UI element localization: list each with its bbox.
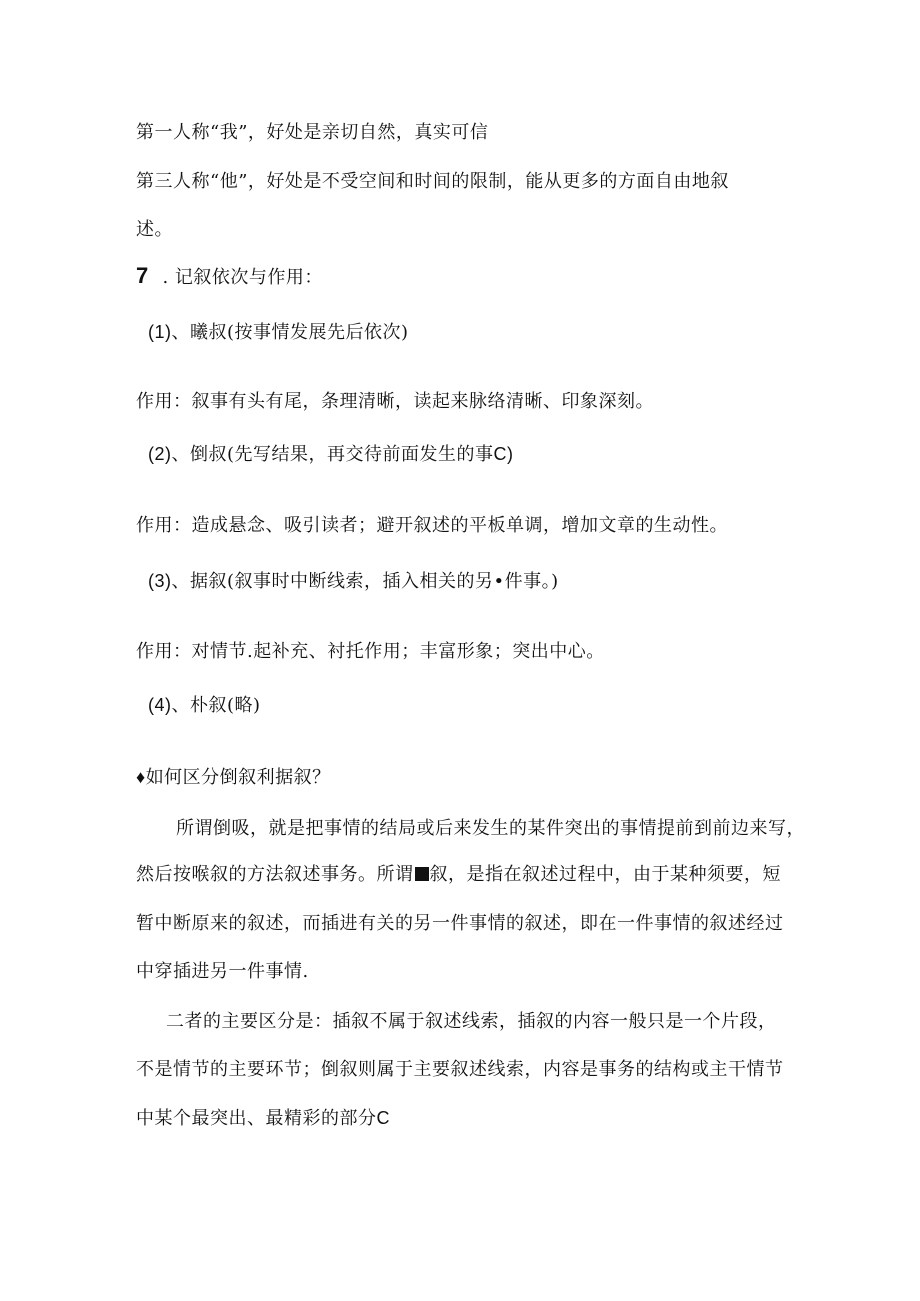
item-2: [148, 442, 514, 467]
first-person-line: 第一人称“我”，好处是亲切自然，真实可信: [136, 122, 489, 143]
item-3: [148, 569, 559, 594]
item-text: 朴叙(略): [190, 695, 261, 716]
item-label: (2)、: [148, 444, 190, 464]
para2-line2: 不是情节的主要环节；倒叙则属于主要叙述线索，内容是事务的结构或主干情节: [136, 1059, 784, 1080]
item-text: 据叙(叙事时中断线索，插入相关的另•件事。): [190, 571, 559, 592]
item-1-effect: 作用：叙事有头有尾，条理清晰，读起来脉络清晰、印象深刻。: [136, 391, 654, 412]
question-line: [136, 765, 331, 790]
section-7-heading: [136, 264, 323, 290]
para1-line2-b: 叙，是指在叙述过程中，由于某种须要，短: [429, 864, 781, 885]
item-label: (3)、: [148, 571, 190, 591]
section-number: 7: [136, 263, 149, 288]
question-text: 如何区分倒叙利据叙？: [145, 767, 331, 788]
item-text: 曦叔(按事情发展先后依次): [190, 322, 409, 343]
item-text: 倒叔(先写结果，再交待前面发生的事: [190, 444, 494, 465]
para2-line3-a: 中某个最突出、最精彩的部分: [136, 1108, 377, 1129]
para1-line2: [136, 863, 781, 887]
third-person-line-cont: 述。: [136, 219, 173, 240]
para1-line2-a: 然后按喉叙的方法叙述事务。所谓: [136, 864, 414, 885]
section-title: . 记叙依次与作用：: [162, 267, 323, 288]
para1-line3: 暂中断原来的叙述，而插进有关的另一件事情的叙述，即在一件事情的叙述经过: [136, 913, 784, 934]
para2-line3: [136, 1106, 390, 1131]
item-4: [148, 693, 261, 718]
third-person-line: 第三人称“他”，好处是不受空间和时间的限制，能从更多的方面自由地叙: [136, 171, 729, 192]
item-1: [148, 320, 409, 345]
item-2-effect: 作用：造成悬念、吸引读者；避开叙述的平板单调，增加文章的生动性。: [136, 515, 728, 536]
item-label: (1)、: [148, 322, 190, 342]
diamond-icon: ♦: [136, 767, 146, 787]
item-tail: C): [493, 444, 514, 464]
para1-line4: 中穿插进另一件事情.: [136, 961, 309, 982]
para2-line3-b: C: [376, 1108, 390, 1128]
para2-line1: 二者的主要区分是：插叙不属于叙述线索，插叙的内容一般只是一个片段，: [166, 1011, 777, 1032]
para1-line1: 所谓倒吸，就是把事情的结局或后来发生的某件突出的事情提前到前边来写，: [176, 818, 805, 839]
item-3-effect: 作用：对情节.起补充、衬托作用；丰富形象；突出中心。: [136, 641, 605, 662]
black-square-icon: [415, 867, 429, 881]
item-label: (4)、: [148, 695, 190, 715]
